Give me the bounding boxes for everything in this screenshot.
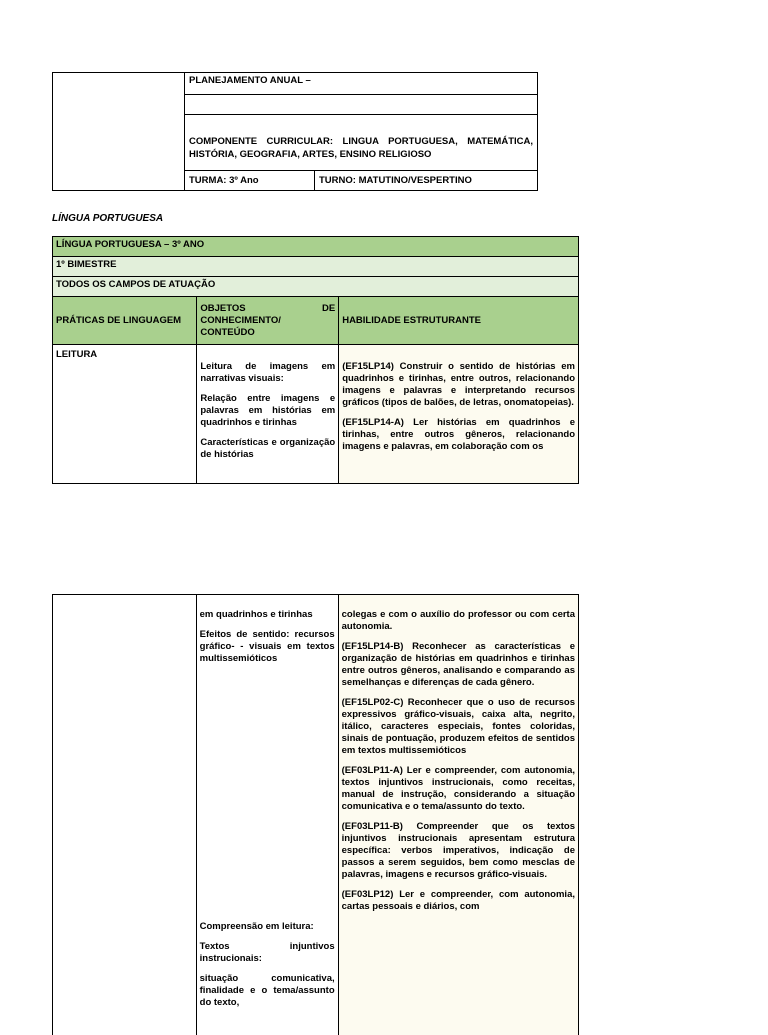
pratica-leitura: LEITURA <box>53 345 197 484</box>
objetos-cell <box>197 345 339 484</box>
habilidade-item: colegas e com o auxílio do professor ou com certa autonomia. <box>341 609 575 632</box>
curriculum-table-continued <box>52 594 579 1035</box>
objeto-item: em quadrinhos e tirinhas <box>199 609 313 620</box>
componente-curricular: COMPONENTE CURRICULAR: LINGUA PORTUGUESA, MATEMÁTICA, HISTÓRIA, GEOGRAFIA, ARTES, ENSINO RELIGIOSO <box>185 115 538 171</box>
habilidades-cell <box>339 345 579 484</box>
col-header-praticas: PRÁTICAS DE LINGUAGEM <box>53 297 197 345</box>
empty-header-cell <box>185 95 538 115</box>
habilidades-continued-cell <box>338 595 578 1035</box>
bimestre-row: 1º BIMESTRE <box>53 257 579 277</box>
planejamento-cell: PLANEJAMENTO ANUAL – <box>185 73 538 95</box>
habilidade-item: (EF15LP14) Construir o sentido de histórias em quadrinhos e tirinhas, entre outros, relacionando imagens e palavras e interpretando recursos gráficos (tipos de balões, de letras, onomatopeias). <box>342 361 575 408</box>
section-label: LÍNGUA PORTUGUESA <box>52 213 164 224</box>
header-table <box>52 72 538 191</box>
curriculum-table <box>52 236 579 484</box>
objeto-item: Características e organização de histórias <box>200 437 336 460</box>
habilidade-item: (EF03LP12) Ler e compreender, com autonomia, cartas pessoais e diários, com <box>341 889 575 912</box>
habilidade-item: (EF15LP02-C) Reconhecer que o uso de recursos expressivos gráfico-visuais, caixa alta, negrito, itálico, caracteres especiais, fontes coloridas, sinais de pontuação, produzem efeitos de sentidos em textos multissemióticos <box>341 697 575 756</box>
objeto-item: situação comunicativa, finalidade e o tema/assunto do texto, <box>199 973 335 1008</box>
objeto-item: Leitura de imagens em narrativas visuais: <box>200 361 336 384</box>
objeto-item: Relação entre imagens e palavras em histórias em quadrinhos e tirinhas <box>200 393 336 428</box>
table-title: LÍNGUA PORTUGUESA – 3º ANO <box>53 237 579 257</box>
col-header-habilidade: HABILIDADE ESTRUTURANTE <box>339 297 579 345</box>
habilidade-item: (EF03LP11-B) Compreender que os textos injuntivos instrucionais apresentam estrutura específica: verbos imperativos, indicação de passos a serem seguidos, bem como mesclas de palavras, imagens e recursos gráfico-visuais. <box>341 821 575 880</box>
col-header-objetos: OBJETOS DE CONHECIMENTO/ CONTEÚDO <box>197 297 339 345</box>
habilidade-item: (EF15LP14-B) Reconhecer as características e organização de histórias em quadrinhos e tirinhas entre outros gêneros, analisando e comparando as semelhanças e diferenças de cada gênero. <box>341 641 575 688</box>
objetos-bottom-group <box>200 921 335 1017</box>
objetos-continued-cell <box>196 595 338 1035</box>
habilidade-item: (EF15LP14-A) Ler histórias em quadrinhos e tirinhas, entre outros gêneros, relacionando imagens e palavras, em colaboração com os <box>342 417 575 452</box>
campos-row: TODOS OS CAMPOS DE ATUAÇÃO <box>53 277 579 297</box>
pratica-continued-cell <box>53 595 197 1035</box>
objeto-item: Compreensão em leitura: <box>199 921 314 932</box>
objeto-item: Textos injuntivos instrucionais: <box>199 941 335 964</box>
habilidade-item: (EF03LP11-A) Ler e compreender, com autonomia, textos injuntivos instrucionais, como receitas, manual de instrução, considerando a situação comunicativa e o tema/assunto do texto. <box>341 765 575 812</box>
objeto-item: Efeitos de sentido: recursos gráfico- - visuais em textos multissemióticos <box>199 629 335 664</box>
logo-cell <box>53 73 185 191</box>
turno-cell: TURNO: MATUTINO/VESPERTINO <box>315 171 538 191</box>
turma-cell: TURMA: 3º Ano <box>185 171 315 191</box>
